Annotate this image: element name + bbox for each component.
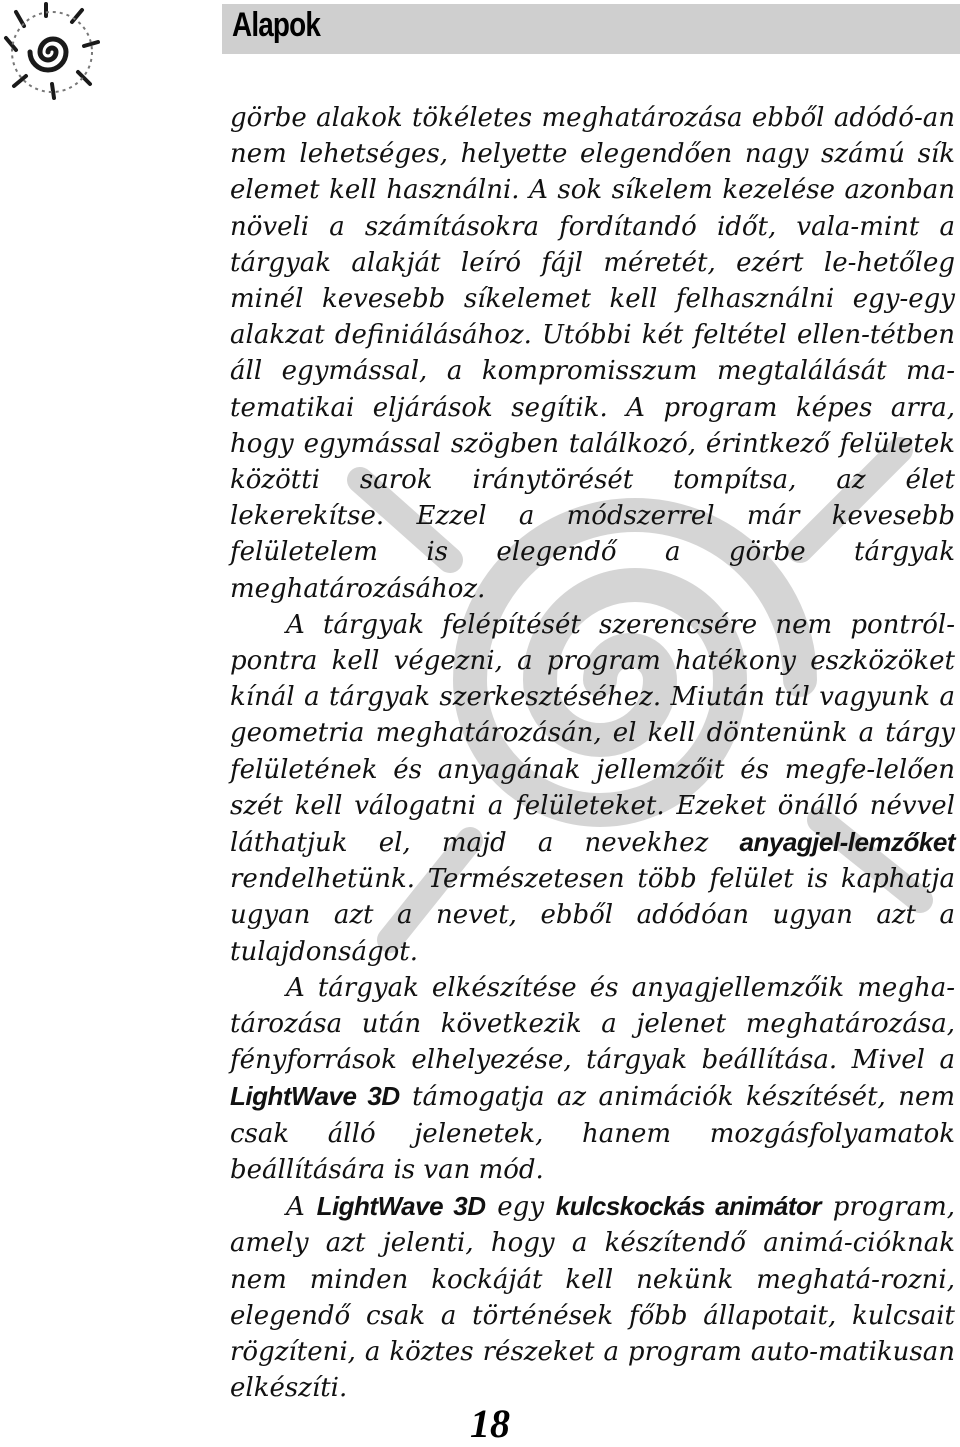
paragraph <box>230 607 955 970</box>
highlighted-term: anyagjel-lemzőket <box>739 827 955 858</box>
paragraph-text: A tárgyak felépítését szerencsére nem pontról-pontra kell végezni, a program hatékony eszközöket kínál a tárgyak szerkesztéséhez. Miután túl vagyunk a geometria meghatározásán, el kell döntenünk a tárgy felületének és anyagának jellemzőit és megfe-lelően szét kell válogatni a felületeket. Ezeket önálló névvel láthatjuk el, majd a nevekhez <box>230 609 955 859</box>
paragraph-text: rendelhetünk. Természetesen több felület is kaphatja ugyan azt a nevet, ebből adódóan ugyan azt a tulajdonságot. <box>230 864 955 967</box>
chapter-title: Alapok <box>232 6 321 44</box>
paragraph-text: A tárgyak elkészítése és anyagjellemzőik megha-tározása után következik a jelenet meghatározása, fényforrások elhelyezése, tárgyak beállítása. Mivel a <box>230 972 955 1076</box>
paragraph-text: görbe alakok tökéletes meghatározása ebből adódó-an nem lehetséges, helyette elegendően nagy számú sík elemet kell használni. A sok síkelem kezelése azonban növeli a számításokra fordítandó időt, vala-mint a tárgyak alakját leíró fájl méretét, ezért le-hetőleg minél kevesebb síkelemet kell felhasználni egy-egy alakzat definiálásához. Utóbbi két feltétel ellen-tétben áll egymással, a kompromisszum megtalálását ma-tematikai eljárások segítik. A program képes arra, hogy egymással szögben találkozó, érintkező felületek közötti sarok iránytörését tompítsa, az élet lekerekítse. Ezzel a módszerrel már kevesebb felületelem is elegendő a görbe tárgyak meghatározásához. <box>230 103 955 604</box>
body-text <box>230 100 955 1406</box>
highlighted-term: LightWave 3D <box>316 1191 486 1222</box>
header-bar <box>222 4 960 54</box>
paragraph <box>230 100 955 607</box>
page-number: 18 <box>470 1401 510 1446</box>
paragraph <box>230 970 955 1188</box>
paragraph-text: egy <box>485 1192 556 1223</box>
highlighted-term: kulcskockás animátor <box>555 1191 822 1222</box>
spiral-logo-icon <box>2 2 102 102</box>
paragraph-text: program, amely azt jelenti, hogy a készítendő animá-cióknak nem minden kockáját kell nekünk meghatá-rozni, elegendő csak a történések főbb állapotait, kulcsait rögzíteni, a köztes részeket a program auto-matikusan elkészíti. <box>230 1192 956 1404</box>
paragraph <box>230 1188 955 1406</box>
paragraph-text: támogatja az animációk készítését, nem csak álló jelenetek, hanem mozgásfolyamatok beállítására is van mód. <box>230 1082 956 1185</box>
paragraph-text: A <box>286 1192 317 1223</box>
highlighted-term: LightWave 3D <box>230 1081 400 1112</box>
